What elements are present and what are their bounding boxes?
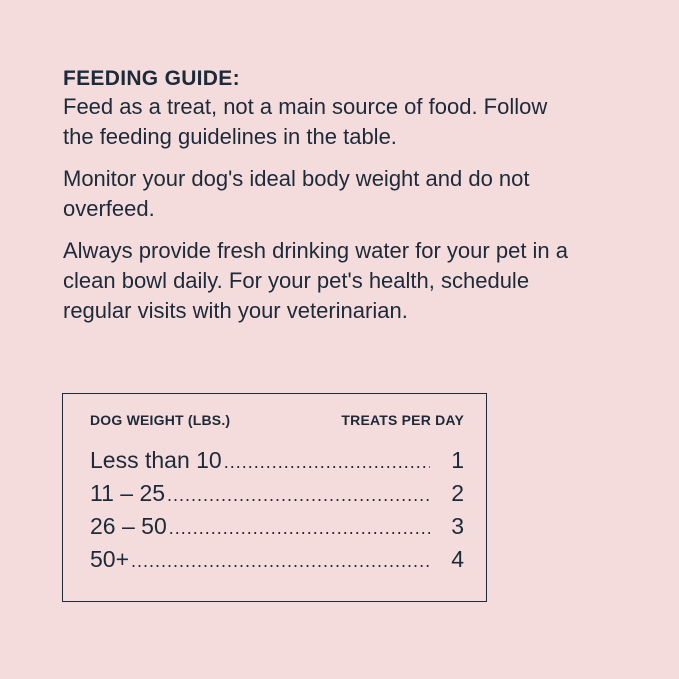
weight-cell: 11 – 25 [90,480,166,506]
table-header [90,412,464,428]
guide-paragraph-treat: Feed as a treat, not a main source of food. Follow the feeding guidelines in the table. [63,94,548,149]
table-row [90,444,464,477]
column-header-treats: TREATS PER DAY [341,412,464,428]
dot-leader [224,446,430,479]
column-header-weight: DOG WEIGHT (LBS.) [90,412,231,428]
table-row [90,543,464,576]
guide-paragraph-weight: Monitor your dog's ideal body weight and do not overfeed. [63,166,530,221]
dot-leader [167,479,430,512]
weight-cell: 50+ [90,546,130,572]
weight-cell: Less than 10 [90,447,222,473]
dot-leader [131,545,430,578]
feeding-guide-section [63,66,583,338]
table-row [90,510,464,543]
treats-cell: 4 [451,546,464,572]
feeding-table [62,393,487,602]
treats-cell: 2 [451,480,464,506]
treats-cell: 3 [451,513,464,539]
feeding-guide-heading: FEEDING GUIDE: [63,67,240,90]
dot-leader [169,512,430,545]
treats-cell: 1 [451,447,464,473]
guide-paragraph-water: Always provide fresh drinking water for your pet in a clean bowl daily. For your pet's health, schedule regular visits with your veterinarian. [63,238,569,323]
table-row [90,477,464,510]
weight-cell: 26 – 50 [90,513,167,539]
table-body [90,444,464,576]
